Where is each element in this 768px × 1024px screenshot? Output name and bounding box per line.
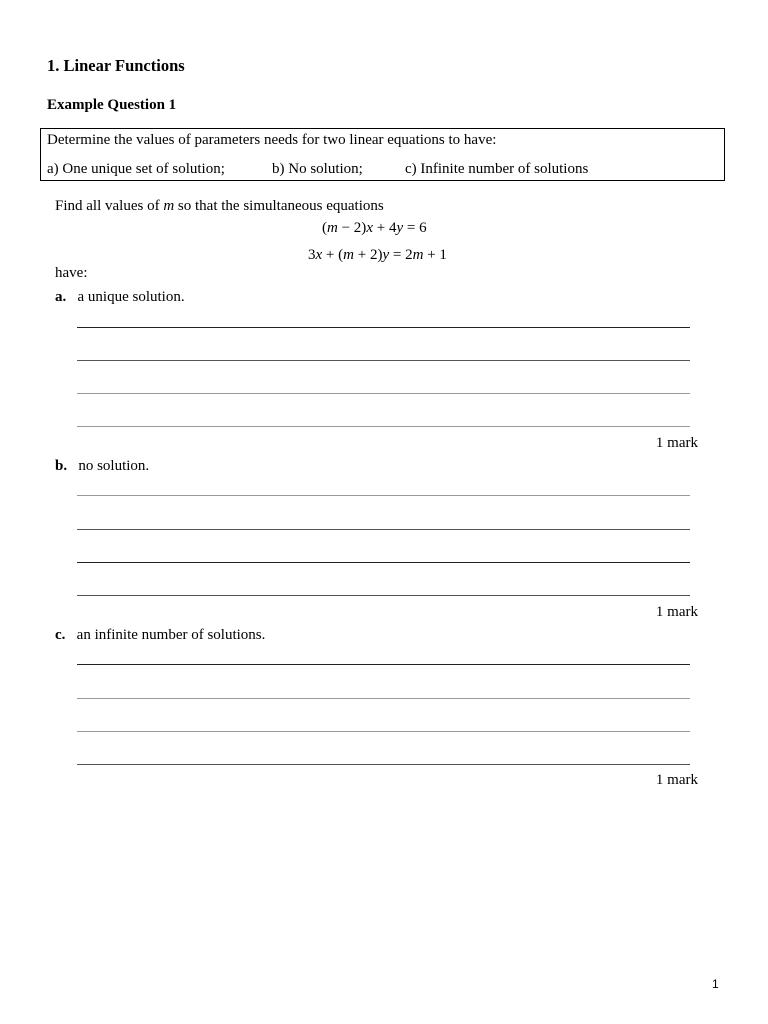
- answer-line: [77, 495, 690, 496]
- part-c-mark: 1 mark: [655, 772, 698, 788]
- answer-line: [77, 529, 690, 530]
- answer-line: [77, 731, 690, 732]
- option-a: a) One unique set of solution;: [47, 161, 225, 177]
- part-c: [55, 627, 265, 644]
- answer-line: [77, 426, 690, 427]
- answer-line: [77, 664, 690, 665]
- have-label: have:: [55, 265, 88, 281]
- part-a-label: a.: [55, 289, 67, 305]
- objectives-box: [40, 128, 725, 181]
- objectives-text: Determine the values of parameters needs for two linear equations to have:: [47, 132, 497, 148]
- part-c-text: an infinite number of solutions.: [76, 627, 266, 643]
- part-b: [55, 458, 149, 475]
- answer-line: [77, 327, 690, 328]
- option-c: c) Infinite number of solutions: [405, 161, 589, 177]
- equation-1: (m − 2)x + 4y = 6: [322, 220, 427, 236]
- part-b-text: no solution.: [78, 458, 150, 474]
- part-b-mark: 1 mark: [655, 604, 698, 620]
- option-b: b) No solution;: [272, 161, 363, 177]
- part-c-label: c.: [55, 627, 66, 643]
- question-intro: Find all values of m so that the simultaneous equations: [55, 198, 384, 214]
- answer-line: [77, 764, 690, 765]
- part-a: [55, 289, 185, 306]
- answer-line: [77, 562, 690, 563]
- section-title: 1. Linear Functions: [47, 56, 185, 75]
- variable-m: m: [163, 198, 175, 214]
- part-a-mark: 1 mark: [655, 435, 698, 451]
- answer-line: [77, 698, 690, 699]
- page-number: 1: [712, 977, 719, 991]
- equation-2: 3x + (m + 2)y = 2m + 1: [308, 247, 447, 263]
- part-b-label: b.: [55, 458, 68, 474]
- example-heading: Example Question 1: [47, 97, 177, 113]
- part-a-text: a unique solution.: [77, 289, 185, 305]
- answer-line: [77, 393, 690, 394]
- answer-line: [77, 595, 690, 596]
- answer-line: [77, 360, 690, 361]
